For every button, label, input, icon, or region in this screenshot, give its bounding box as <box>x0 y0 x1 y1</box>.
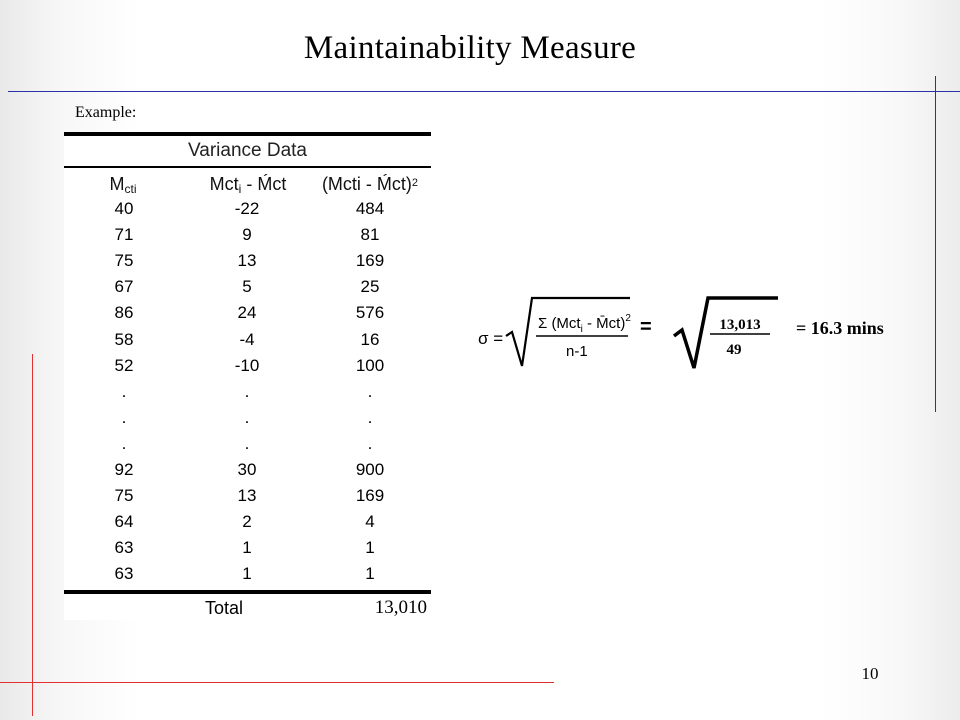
table-cell: 169 <box>355 251 385 271</box>
table-cell: 71 <box>114 225 134 245</box>
sigma-symbol: σ = <box>478 329 504 348</box>
column-header-mcti-main: M <box>109 174 125 194</box>
table-cell: 63 <box>114 538 134 558</box>
table-cell: 1 <box>365 538 375 558</box>
table-cell: 484 <box>355 199 385 218</box>
table-row <box>64 300 431 326</box>
table-cell: 576 <box>355 303 385 323</box>
column-header-squared-sup: 2 <box>411 177 419 189</box>
table-cell: . <box>244 433 250 453</box>
column-header-mcti <box>78 170 168 198</box>
formula-numerator: Σ (Mct$_i$ - M̄ct)$^2$ <box>538 313 631 335</box>
table-cell: -10 <box>234 355 260 375</box>
table-cell: 1 <box>242 538 252 558</box>
equals-sign: = <box>640 316 652 338</box>
total-label: Total <box>204 598 244 618</box>
value-denominator: 49 <box>726 342 742 358</box>
std-dev-formula-image <box>470 288 632 380</box>
slide-title: Maintainability Measure <box>303 30 637 66</box>
example-label: Example: <box>75 104 137 121</box>
table-cell: 169 <box>355 486 385 506</box>
column-header-deviation-sub: i <box>238 182 242 196</box>
table-row <box>64 535 431 561</box>
value-numerator: 13,013 <box>719 317 761 333</box>
table-cell: 30 <box>237 460 257 479</box>
table-cell: 63 <box>114 564 134 584</box>
table-row <box>64 483 431 509</box>
result-text: = 16.3 mins <box>796 318 884 338</box>
table-cell: 75 <box>114 251 134 271</box>
column-header-squared-main: (Mcti - Ḿct) <box>321 174 412 194</box>
blue-horizontal-rule <box>8 91 960 92</box>
table-cell: 16 <box>360 329 380 349</box>
table-cell: 25 <box>360 277 380 297</box>
radical-sign-icon <box>664 290 782 376</box>
table-caption: Variance Data <box>188 140 307 161</box>
table-row <box>64 222 431 248</box>
page-number: 10 <box>861 664 879 683</box>
table-cell: -22 <box>234 199 260 218</box>
total-value: 13,010 <box>374 597 427 618</box>
computed-value-box <box>664 290 782 376</box>
table-row <box>64 561 431 587</box>
table-cell: 2 <box>242 512 252 532</box>
table-cell: -4 <box>239 329 255 349</box>
table-cell: . <box>121 407 127 427</box>
table-cell: 75 <box>114 486 134 506</box>
table-row <box>64 509 431 535</box>
table-cell: 86 <box>114 303 134 323</box>
table-row <box>64 431 431 457</box>
table-row <box>64 196 431 222</box>
table-row <box>64 327 431 353</box>
table-cell: 1 <box>365 564 375 584</box>
column-header-deviation-main: Mct <box>209 174 239 194</box>
table-cell: . <box>121 381 127 401</box>
table-cell: 900 <box>355 460 385 479</box>
column-header-mcti-sub: cti <box>124 182 137 196</box>
red-vertical-rule <box>32 354 33 716</box>
table-row <box>64 353 431 379</box>
blue-vertical-rule <box>935 76 936 412</box>
table-cell: . <box>244 381 250 401</box>
table-total-rule <box>64 590 431 594</box>
table-row <box>64 405 431 431</box>
table-caption-rule <box>64 166 431 168</box>
table-cell: 13 <box>237 486 257 506</box>
table-cell: 1 <box>242 564 252 584</box>
column-header-deviation <box>188 170 308 198</box>
table-cell: . <box>244 407 250 427</box>
table-cell: 52 <box>114 355 134 375</box>
table-cell: 24 <box>237 303 257 323</box>
table-cell: 67 <box>114 277 134 297</box>
table-cell: 58 <box>114 329 134 349</box>
table-row <box>64 457 431 483</box>
table-cell: 9 <box>242 225 252 245</box>
table-row <box>64 379 431 405</box>
radical-sign-icon <box>470 288 632 380</box>
column-header-deviation-rest: - Ḿct <box>241 174 287 194</box>
table-row <box>64 274 431 300</box>
table-cell: . <box>367 433 373 453</box>
table-cell: 64 <box>114 512 134 532</box>
table-cell: . <box>367 381 373 401</box>
column-header-squared-deviation <box>312 170 428 198</box>
table-top-rule <box>64 132 431 136</box>
table-cell: 5 <box>242 277 252 297</box>
red-horizontal-rule <box>0 682 554 683</box>
table-cell: 100 <box>355 355 385 375</box>
table-cell: 4 <box>365 512 375 532</box>
table-cell: 92 <box>114 460 134 479</box>
table-cell: . <box>121 433 127 453</box>
variance-data-table <box>64 132 431 620</box>
table-cell: 81 <box>360 225 380 245</box>
formula-denominator: n-1 <box>566 343 588 360</box>
table-row <box>64 248 431 274</box>
table-cell: 40 <box>114 199 134 218</box>
table-cell: 13 <box>237 251 257 271</box>
table-cell: . <box>367 407 373 427</box>
